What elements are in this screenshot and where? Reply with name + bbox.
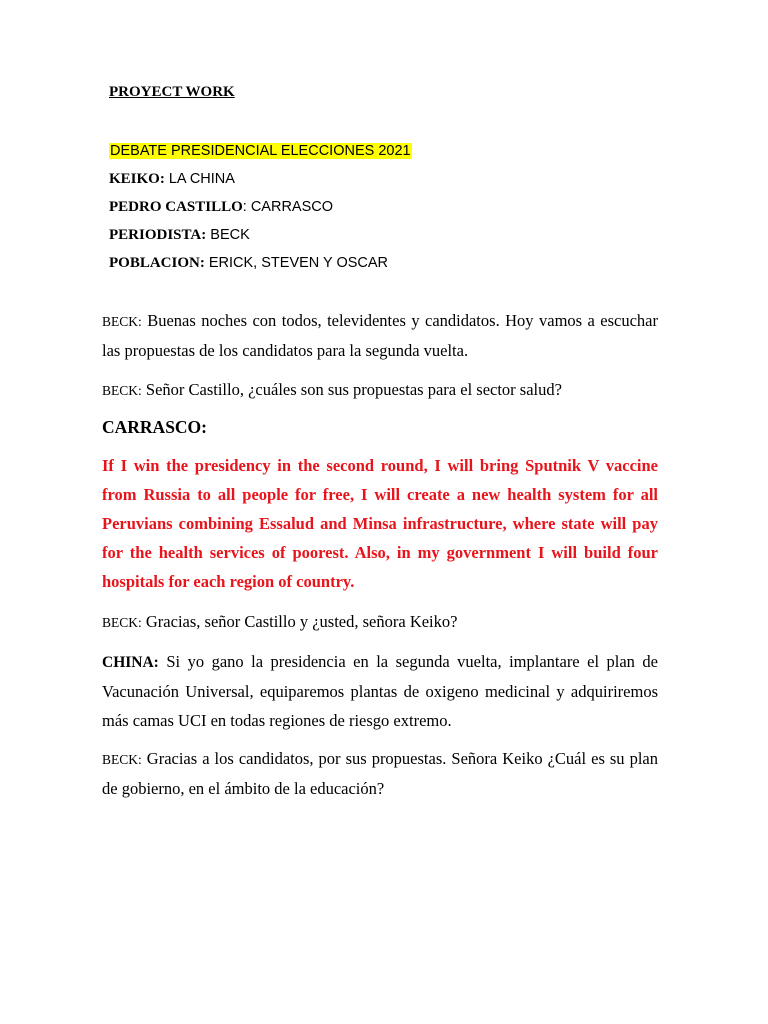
speaker-label: BECK: (102, 615, 142, 630)
cast-line (109, 225, 412, 253)
cast-line (109, 253, 412, 281)
dialogue-text-english: If I win the presidency in the second round, I will bring Sputnik V vaccine from Russia to all people for free, I will create a new health system for all Peruvians combining Essalud and Minsa infrastructure, where state will pay for the health services of poorest. Also, in my government I will build four hospitals for each region of country. (102, 456, 658, 591)
cast-value: LA CHINA (164, 171, 235, 187)
speaker-label: BECK: (102, 314, 142, 329)
cast-line (109, 169, 412, 197)
cast-label: PEDRO CASTILLO (109, 199, 243, 215)
cast-label: PERIODISTA: (109, 227, 207, 243)
speaker-heading: CARRASCO: (102, 417, 207, 437)
dialogue-text: Buenas noches con todos, televidentes y candidatos. Hoy vamos a escuchar las propuestas de los candidatos para la segunda vuelta. (102, 311, 658, 360)
speaker-label: BECK: (102, 383, 142, 398)
speaker-label: BECK: (102, 752, 142, 767)
dialogue-paragraph (102, 306, 658, 365)
event-title-line (109, 141, 412, 169)
cast-label: KEIKO: (109, 171, 165, 187)
cast-label: POBLACION: (109, 255, 205, 271)
dialogue-text: Si yo gano la presidencia en la segunda vuelta, implantare el plan de Vacunación Universal, equiparemos plantas de oxigeno medicinal y adquiriremos más camas UCI en todas regiones de riesgo extremo. (102, 652, 658, 730)
cast-line (109, 197, 412, 225)
dialogue-paragraph (102, 375, 658, 405)
dialogue-paragraph (102, 607, 658, 637)
cast-value: : CARRASCO (242, 199, 334, 215)
document-title: PROYECT WORK (109, 84, 235, 100)
speaker-label: CHINA: (102, 654, 159, 671)
dialogue-paragraph (102, 744, 658, 803)
cast-list (109, 141, 412, 281)
dialogue-text: Señor Castillo, ¿cuáles son sus propuestas para el sector salud? (141, 380, 562, 399)
cast-value: ERICK, STEVEN Y OSCAR (204, 255, 389, 271)
cast-value: BECK (206, 227, 250, 243)
event-title: DEBATE PRESIDENCIAL ELECCIONES 2021 (110, 143, 411, 159)
dialogue-text: Gracias a los candidatos, por sus propuestas. Señora Keiko ¿Cuál es su plan de gobierno, en el ámbito de la educación? (102, 749, 658, 798)
dialogue-paragraph (102, 647, 658, 735)
dialogue-text: Gracias, señor Castillo y ¿usted, señora Keiko? (141, 612, 458, 631)
dialogue-paragraph (102, 451, 658, 596)
